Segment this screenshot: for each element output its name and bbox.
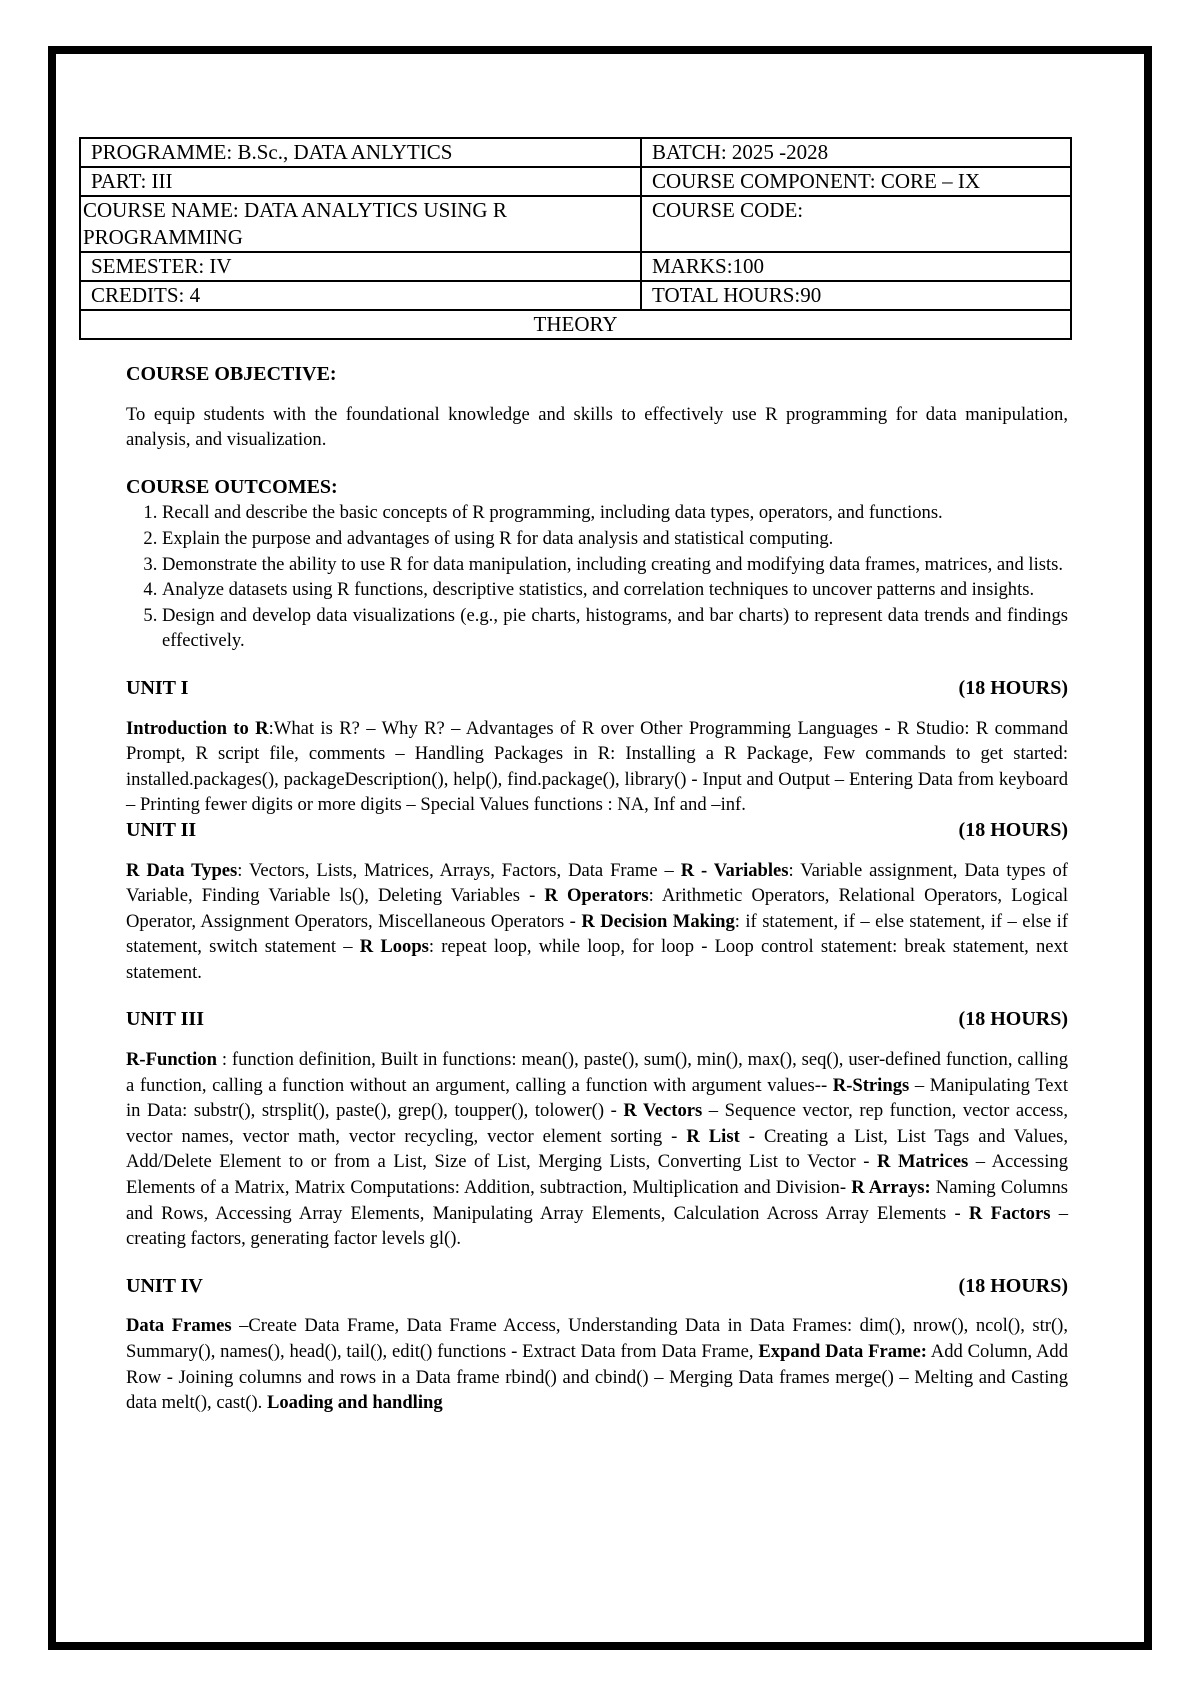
unit-hours: (18 HOURS) [958,1274,1068,1297]
outcomes-list [126,500,1068,654]
total-hours-cell: TOTAL HOURS:90 [641,281,1071,310]
unit-title: UNIT I [126,676,189,699]
unit-1-header [126,676,1068,702]
table-row [80,310,1071,339]
list-item: 4. Analyze datasets using R functions, descriptive statistics, and correlation techniques to uncover patterns and insights. [162,577,1068,603]
unit-title: UNIT IV [126,1274,203,1297]
table-row [80,167,1071,196]
objective-heading: COURSE OBJECTIVE: [126,363,337,385]
unit-hours: (18 HOURS) [958,1008,1068,1031]
list-item: 2. Explain the purpose and advantages of using R for data analysis and statistical computing. [162,526,1068,552]
unit-2-text: R Data Types: Vectors, Lists, Matrices, Arrays, Factors, Data Frame – R - Variables: Variable assignment, Data types of Variable, Finding Variable ls(), Deleting Variables - R Operators: Arithmetic Operators, Relational Operators, Logical Operator, Assignment Operators, Miscellaneous Operators - R Decision Making: if statement, if – else statement, if – else if statement, switch statement – R Loops: repeat loop, while loop, for loop - Loop control statement: break statement, next statement. [126,859,1069,983]
component-cell: COURSE COMPONENT: CORE – IX [641,167,1071,196]
unit-title: UNIT III [126,1008,204,1031]
unit-4-header [126,1274,1068,1300]
syllabus-content [126,362,1068,1416]
unit-hours: (18 HOURS) [958,676,1068,699]
credits-cell: CREDITS: 4 [80,281,641,310]
course-code-cell: COURSE CODE: [641,196,1071,252]
list-item: 1. Recall and describe the basic concepts of R programming, including data types, operators, and functions. [162,500,1068,526]
unit-title: UNIT II [126,818,197,841]
outcomes-heading: COURSE OUTCOMES: [126,475,338,498]
table-row [80,138,1071,167]
table-row [80,196,1071,252]
theory-cell: THEORY [80,310,1071,339]
unit-hours: (18 HOURS) [958,818,1068,841]
table-row [80,252,1071,281]
list-item: 3. Demonstrate the ability to use R for data manipulation, including creating and modifying data frames, matrices, and lists. [162,552,1068,578]
unit-2-header [126,818,1068,844]
table-row [80,281,1071,310]
unit-1-text: Introduction to R:What is R? – Why R? – Advantages of R over Other Programming Languages - R Studio: R command Prompt, R script file, comments – Handling Packages in R: Installing a R Package, Few commands to get started: installed.packages(), packageDescription(), help(), find.package(), library() - Input and Output – Entering Data from keyboard – Printing fewer digits or more digits – Special Values functions : NA, Inf and –inf. [126,717,1068,816]
batch-cell: BATCH: 2025 -2028 [641,138,1071,167]
unit-3-header [126,1007,1068,1033]
course-name-cell: COURSE NAME: DATA ANALYTICS USING R PROGRAMMING [80,196,641,252]
part-cell: PART: III [80,167,641,196]
semester-cell: SEMESTER: IV [80,252,641,281]
marks-cell: MARKS:100 [641,252,1071,281]
programme-cell: PROGRAMME: B.Sc., DATA ANLYTICS [80,138,641,167]
course-info-table [79,137,1072,340]
objective-text: To equip students with the foundational knowledge and skills to effectively use R programming for data manipulation, analysis, and visualization. [126,403,1068,451]
list-item: 5. Design and develop data visualizations (e.g., pie charts, histograms, and bar charts) to represent data trends and findings effectively. [162,603,1068,654]
unit-4-text: Data Frames –Create Data Frame, Data Frame Access, Understanding Data in Data Frames: dim(), nrow(), ncol(), str(), Summary(), names(), head(), tail(), edit() functions - Extract Data from Data Frame, Expand Data Frame: Add Column, Add Row - Joining columns and rows in a Data frame rbind() and cbind() – Merging Data frames merge() – Melting and Casting data melt(), cast(). Loading and handling [126,1315,1068,1414]
unit-3-text: R-Function : function definition, Built in functions: mean(), paste(), sum(), min(), max(), seq(), user-defined function, calling a function, calling a function without an argument, calling a function with argument values-- R-Strings – Manipulating Text in Data: substr(), strsplit(), paste(), grep(), toupper(), tolower() - R Vectors – Sequence vector, rep function, vector access, vector names, vector math, vector recycling, vector element sorting - R List - Creating a List, List Tags and Values, Add/Delete Element to or from a List, Size of List, Merging Lists, Converting List to Vector - R Matrices – Accessing Elements of a Matrix, Matrix Computations: Addition, subtraction, Multiplication and Division- R Arrays: Naming Columns and Rows, Accessing Array Elements, Manipulating Array Elements, Calculation Across Array Elements - R Factors –creating factors, generating factor levels gl(). [126,1049,1069,1250]
